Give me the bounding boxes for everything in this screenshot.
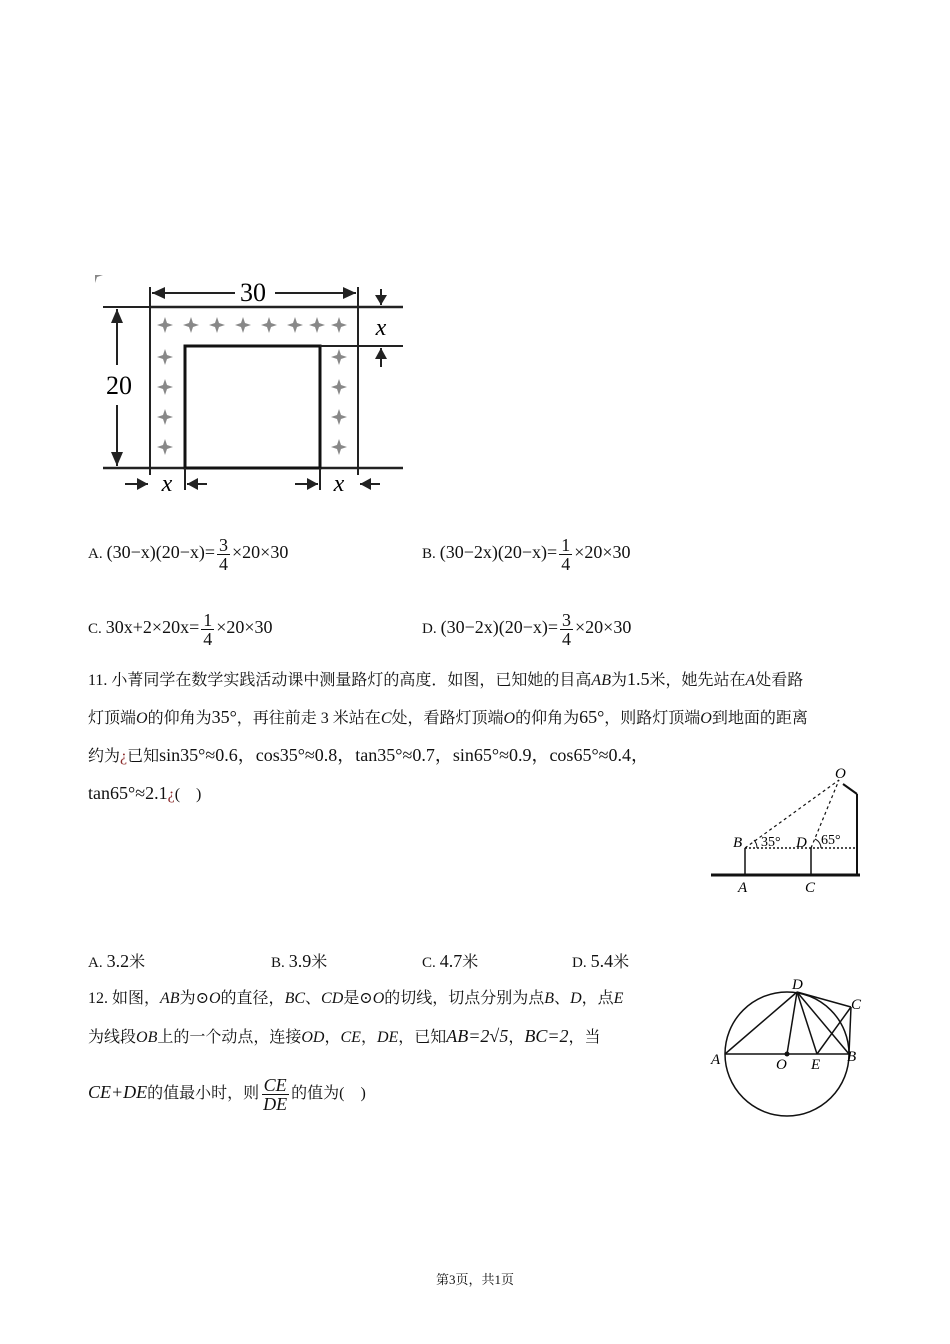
figure-label-x-right: x [375, 315, 387, 341]
figure-label-30: 30 [240, 278, 266, 307]
q11-option-a: A. 3.2米 [88, 951, 146, 971]
q11-line-4: tan65°≈2.1¿( ) [88, 783, 202, 803]
q12-line-1: 12. 如图，AB为⊙O的直径，BC、CD是⊙O的切线，切点分别为点B、D，点E [88, 990, 624, 1007]
point-b-label: B [847, 1049, 857, 1065]
angle-65-label: 65° [821, 833, 841, 848]
option-d: D. (30−2x)(20−x)= $\frac{3}{4}$ ×20×30 [422, 610, 632, 649]
q11-option-c: C. 4.7米 [422, 951, 479, 971]
q11-line-3: 约为¿已知sin35°≈0.6，cos35°≈0.8，tan35°≈0.7，sin65°≈0.9，cos65°≈0.4， [88, 745, 650, 765]
q11-line-2: 灯顶端O的仰角为35°，再往前走 3 米站在C处，看路灯顶端O的仰角为65°，则路灯顶端O到地面的距离 [88, 707, 808, 727]
point-e-label: E [811, 1057, 821, 1073]
angle-35-label: 35° [761, 835, 781, 850]
figure-label-20: 20 [106, 371, 132, 400]
q12-line-3: CE+DE的值最小时，则 $\frac{CE}{DE}$ 的值为( ) [88, 1075, 366, 1114]
q12-line-2: 为线段OB上的一个动点，连接OD，CE，DE，已知AB=2√5，BC=2，当 [88, 1026, 601, 1046]
point-a-label: A [738, 880, 748, 896]
q11-option-d: D. 5.4米 [572, 951, 630, 971]
point-b-label: B [733, 835, 743, 851]
point-o-label: O [776, 1057, 787, 1073]
flower-marks [95, 275, 347, 455]
option-a: A. (30−x)(20−x)= $\frac{3}{4}$ ×20×30 [88, 535, 289, 574]
figure-label-x-bottom-left: x [161, 471, 173, 497]
figure-label-x-bottom-right: x [333, 471, 345, 497]
garden-border-figure [95, 275, 415, 505]
option-b: B. (30−2x)(20−x)= $\frac{1}{4}$ ×20×30 [422, 535, 631, 574]
point-d-label: D [792, 977, 803, 993]
point-a-label: A [711, 1052, 721, 1068]
option-c: C. 30x+2×20x= $\frac{1}{4}$ ×20×30 [88, 610, 273, 649]
point-o-label: O [835, 766, 846, 782]
street-lamp-figure [705, 758, 870, 898]
point-c-label: C [805, 880, 816, 896]
page-footer: 第3页，共1页 [435, 1272, 514, 1287]
point-d-label: D [796, 835, 807, 851]
circle-tangent-figure [705, 970, 870, 1120]
q11-line-1: 11. 小菁同学在数学实践活动课中测量路灯的高度．如图，已知她的目高AB为1.5米，她先站在A处看路 [88, 669, 804, 689]
point-c-label: C [851, 997, 862, 1013]
q11-option-b: B. 3.9米 [271, 951, 328, 971]
